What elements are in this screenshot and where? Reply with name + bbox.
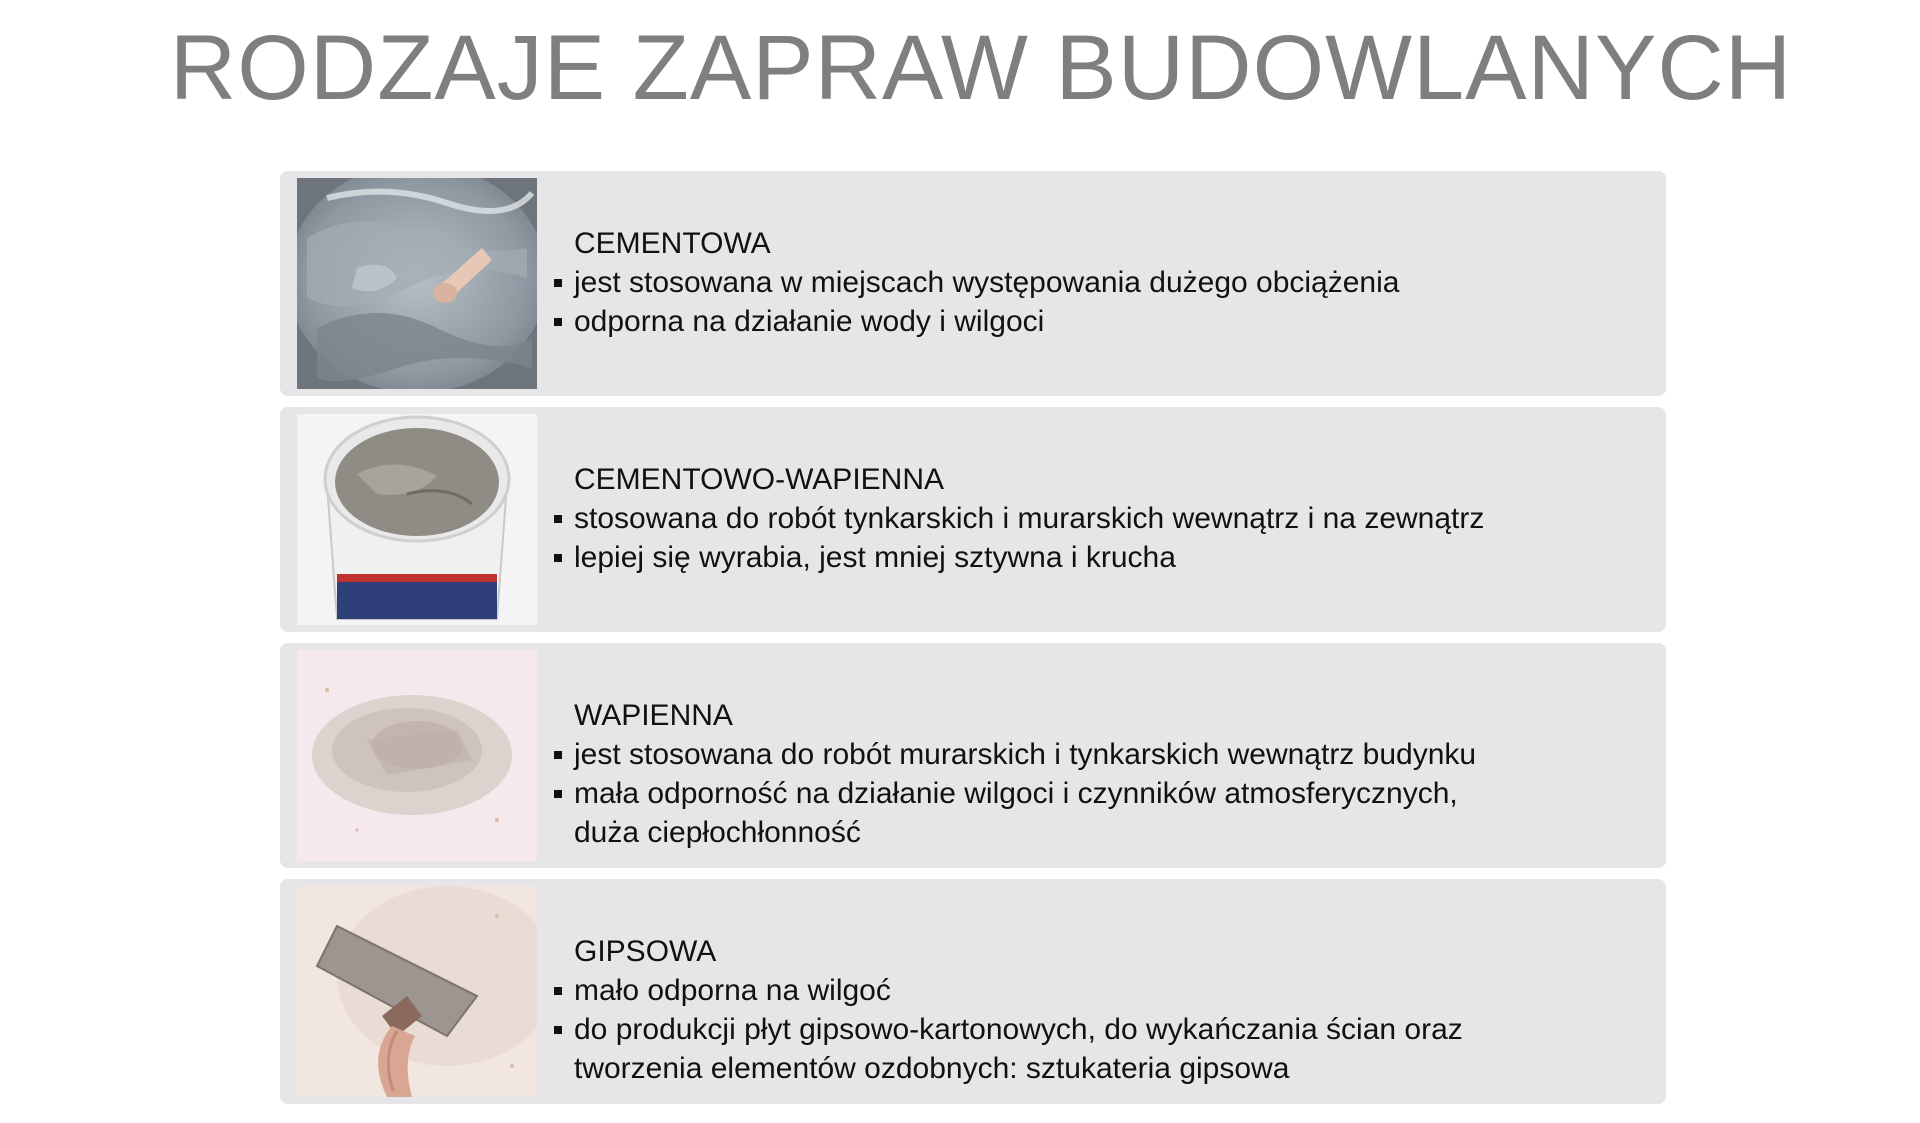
mortar-name: CEMENTOWO-WAPIENNA bbox=[574, 463, 945, 496]
bullet-square-icon bbox=[554, 515, 562, 523]
mortar-bullet: mała odporność na działanie wilgoci i czynników atmosferycznych, duża ciepłochłonność bbox=[574, 774, 1626, 852]
mortar-bullet: do produkcji płyt gipsowo-kartonowych, do wykańczania ścian oraz tworzenia elementów ozdobnych: sztukateria gipsowa bbox=[574, 1010, 1626, 1088]
bullet-square-icon bbox=[554, 987, 562, 995]
bullet-square-icon bbox=[554, 751, 562, 759]
page-title: RODZAJE ZAPRAW BUDOWLANYCH bbox=[169, 17, 1793, 119]
mortar-bullet: odporna na działanie wody i wilgoci bbox=[574, 302, 1626, 341]
bullet-square-icon bbox=[554, 279, 562, 287]
mortar-row-cementowo-wapienna bbox=[280, 407, 1666, 632]
bullet-square-icon bbox=[554, 318, 562, 326]
mortar-row-gipsowa bbox=[280, 879, 1666, 1104]
mortar-name: WAPIENNA bbox=[574, 699, 733, 732]
mortar-text bbox=[574, 224, 1626, 341]
mortar-text bbox=[574, 460, 1626, 577]
mortar-bullet: lepiej się wyrabia, jest mniej sztywna i krucha bbox=[574, 538, 1626, 577]
bullet-square-icon bbox=[554, 1026, 562, 1034]
mortar-bullet: jest stosowana do robót murarskich i tynkarskich wewnątrz budynku bbox=[574, 735, 1626, 774]
mortar-bullet: jest stosowana w miejscach występowania dużego obciążenia bbox=[574, 263, 1626, 302]
bullet-square-icon bbox=[554, 790, 562, 798]
mortar-row-wapienna bbox=[280, 643, 1666, 868]
cement-mortar-bucket-photo bbox=[297, 178, 537, 389]
mortar-bullet: mało odporna na wilgoć bbox=[574, 971, 1626, 1010]
gypsum-trowel-photo bbox=[297, 886, 537, 1097]
cement-lime-mortar-bucket-photo bbox=[297, 414, 537, 625]
mortar-text bbox=[574, 932, 1626, 1088]
mortar-name: GIPSOWA bbox=[574, 935, 717, 968]
mortar-list bbox=[280, 171, 1666, 1115]
mortar-bullet: stosowana do robót tynkarskich i murarskich wewnątrz i na zewnątrz bbox=[574, 499, 1626, 538]
mortar-name: CEMENTOWA bbox=[574, 227, 771, 260]
mortar-row-cementowa bbox=[280, 171, 1666, 396]
mortar-text bbox=[574, 696, 1626, 852]
bullet-square-icon bbox=[554, 554, 562, 562]
lime-powder-pile-photo bbox=[297, 650, 537, 861]
